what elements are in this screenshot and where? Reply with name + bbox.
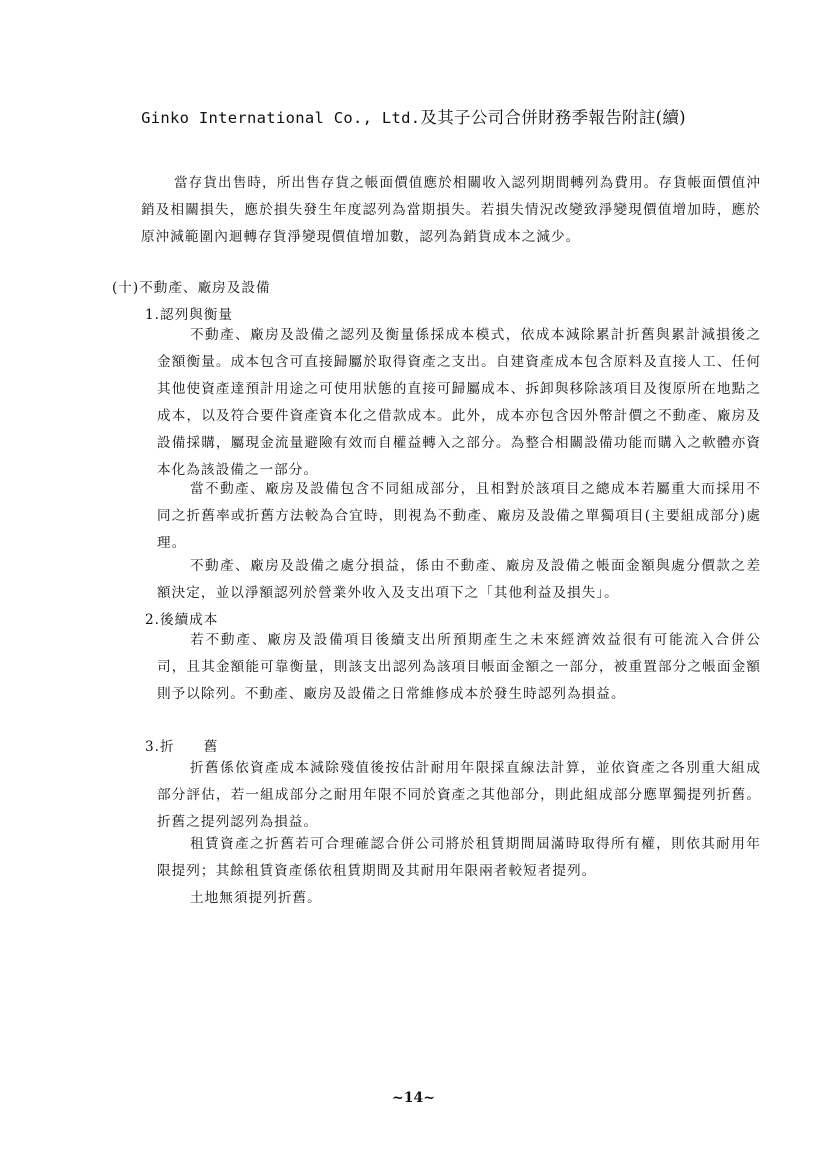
- paragraph-recognition-2: 當不動產、廠房及設備包含不同組成部分，且相對於該項目之總成本若屬重大而採用不同之折舊率或折舊方法較為合宜時，則視為不動產、廠房及設備之單獨項目(主要組成部分)處理。: [157, 481, 761, 551]
- title-company-name: Ginko International Co., Ltd.: [141, 109, 421, 127]
- subsection-heading-subsequent-cost: 2.後續成本: [145, 612, 219, 628]
- paragraph-depreciation-2: 租賃資產之折舊若可合理確認合併公司將於租賃期間屆滿時取得所有權，則依其耐用年限提列；其餘租賃資產係依租賃期間及其耐用年限兩者較短者提列。: [157, 836, 761, 879]
- paragraph-depreciation-1: 折舊係依資產成本減除殘值後按估計耐用年限採直線法計算，並依資產之各別重大組成部分評估，若一組成部分之耐用年限不同於資產之其他部分，則此組成部分應單獨提列折舊。折舊之提列認列為損益。: [157, 760, 761, 830]
- subsection-heading-recognition: 1.認列與衡量: [145, 307, 233, 323]
- page-title: [0, 104, 827, 128]
- paragraph-recognition-3: 不動產、廠房及設備之處分損益，係由不動產、廠房及設備之帳面金額與處分價款之差額決定，並以淨額認列於營業外收入及支出項下之「其他利益及損失」。: [157, 558, 761, 601]
- page-number: ~14~: [392, 1090, 435, 1106]
- title-report-name: 及其子公司合併財務季報告附註(續): [420, 108, 686, 127]
- paragraph-recognition-1: 不動產、廠房及設備之認列及衡量係採成本模式，依成本減除累計折舊與累計減損後之金額衡量。成本包含可直接歸屬於取得資產之支出。自建資產成本包含原料及直接人工、任何其他使資產達預計用途之可使用狀態的直接可歸屬成本、拆卸與移除該項目及復原所在地點之成本，以及符合要件資產資本化之借款成本。此外，成本亦包含因外幣計價之不動產、廠房及設備採購，屬現金流量避險有效而自權益轉入之部分。為整合相關設備功能而購入之軟體亦資本化為該設備之一部分。: [157, 327, 761, 478]
- subsection-heading-depreciation: 3.折 舊: [145, 739, 219, 755]
- paragraph-inventory: 當存貨出售時，所出售存貨之帳面價值應於相關收入認列期間轉列為費用。存貨帳面價值沖銷及相關損失，應於損失發生年度認列為當期損失。若損失情況改變致淨變現價值增加時，應於原沖減範圍內迴轉存貨淨變現價值增加數，認列為銷貨成本之減少。: [141, 175, 761, 245]
- paragraph-subsequent-cost: 若不動產、廠房及設備項目後續支出所預期產生之未來經濟效益很有可能流入合併公司，且其金額能可靠衡量，則該支出認列為該項目帳面金額之一部分，被重置部分之帳面金額則予以除列。不動產、廠房及設備之日常維修成本於發生時認列為損益。: [157, 632, 761, 702]
- section-heading-ppe: (十)不動產、廠房及設備: [112, 280, 271, 296]
- paragraph-depreciation-3: 土地無須提列折舊。: [190, 890, 322, 906]
